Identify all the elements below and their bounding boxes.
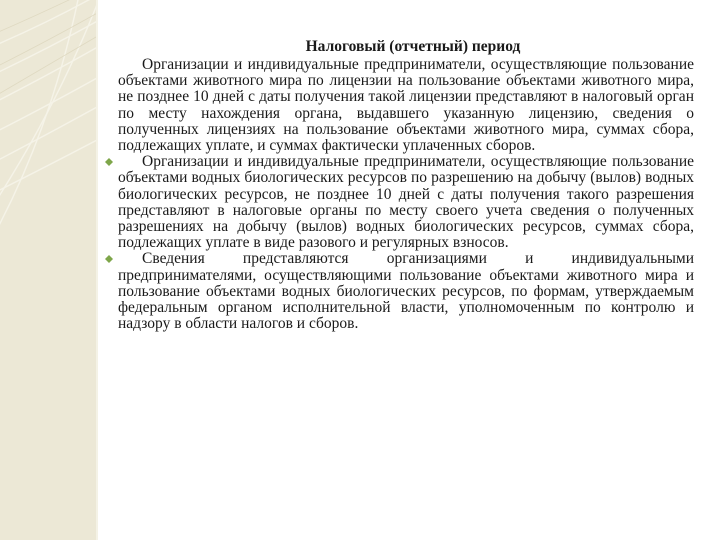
slide-title: Налоговый (отчетный) период: [305, 38, 521, 55]
sidebar-edge: [96, 0, 98, 540]
decorative-sidebar: [0, 0, 96, 540]
sidebar-pattern: [0, 0, 96, 540]
bullet-item-2: [118, 251, 694, 332]
intro-paragraph: Организации и индивидуальные предприниматели, осуществляющие пользование объектами животного мира по лицензии на пользование объектами животного мира, не позднее 10 дней с даты получения такой лицензии представляют в налоговый орган по месту нахождения органа, выдавшего указанную лицензию, сведения о полученных лицензиях на пользование объектами животного мира, суммах сбора, подлежащих уплате, и суммах фактически уплаченных сборов.: [118, 56, 694, 155]
diamond-bullet-icon: [105, 255, 113, 263]
bullet-text-1: Организации и индивидуальные предприниматели, осуществляющие пользование объектами водных биологических ресурсов по разрешению на добычу (вылов) водных биологических ресурсов, не позднее 10 дней с даты получения такого разрешения представляют в налоговые органы по месту своего учета сведения о полученных разрешениях на добычу (вылов) водных биологических ресурсов, суммах сбора, подлежащих уплате в виде разового и регулярных взносов.: [118, 153, 694, 252]
slide-content: [118, 38, 694, 332]
bullet-text-2: Сведения представляются организациями и индивидуальными предпринимателями, осуществляющими пользование объектами животного мира и пользование объектами водных биологических ресурсов, по формам, утверждаемым федеральным органом исполнительной власти, уполномоченным по контролю и надзору в области налогов и сборов.: [118, 250, 694, 333]
diamond-bullet-icon: [105, 158, 113, 166]
bullet-item-1: [118, 154, 694, 251]
